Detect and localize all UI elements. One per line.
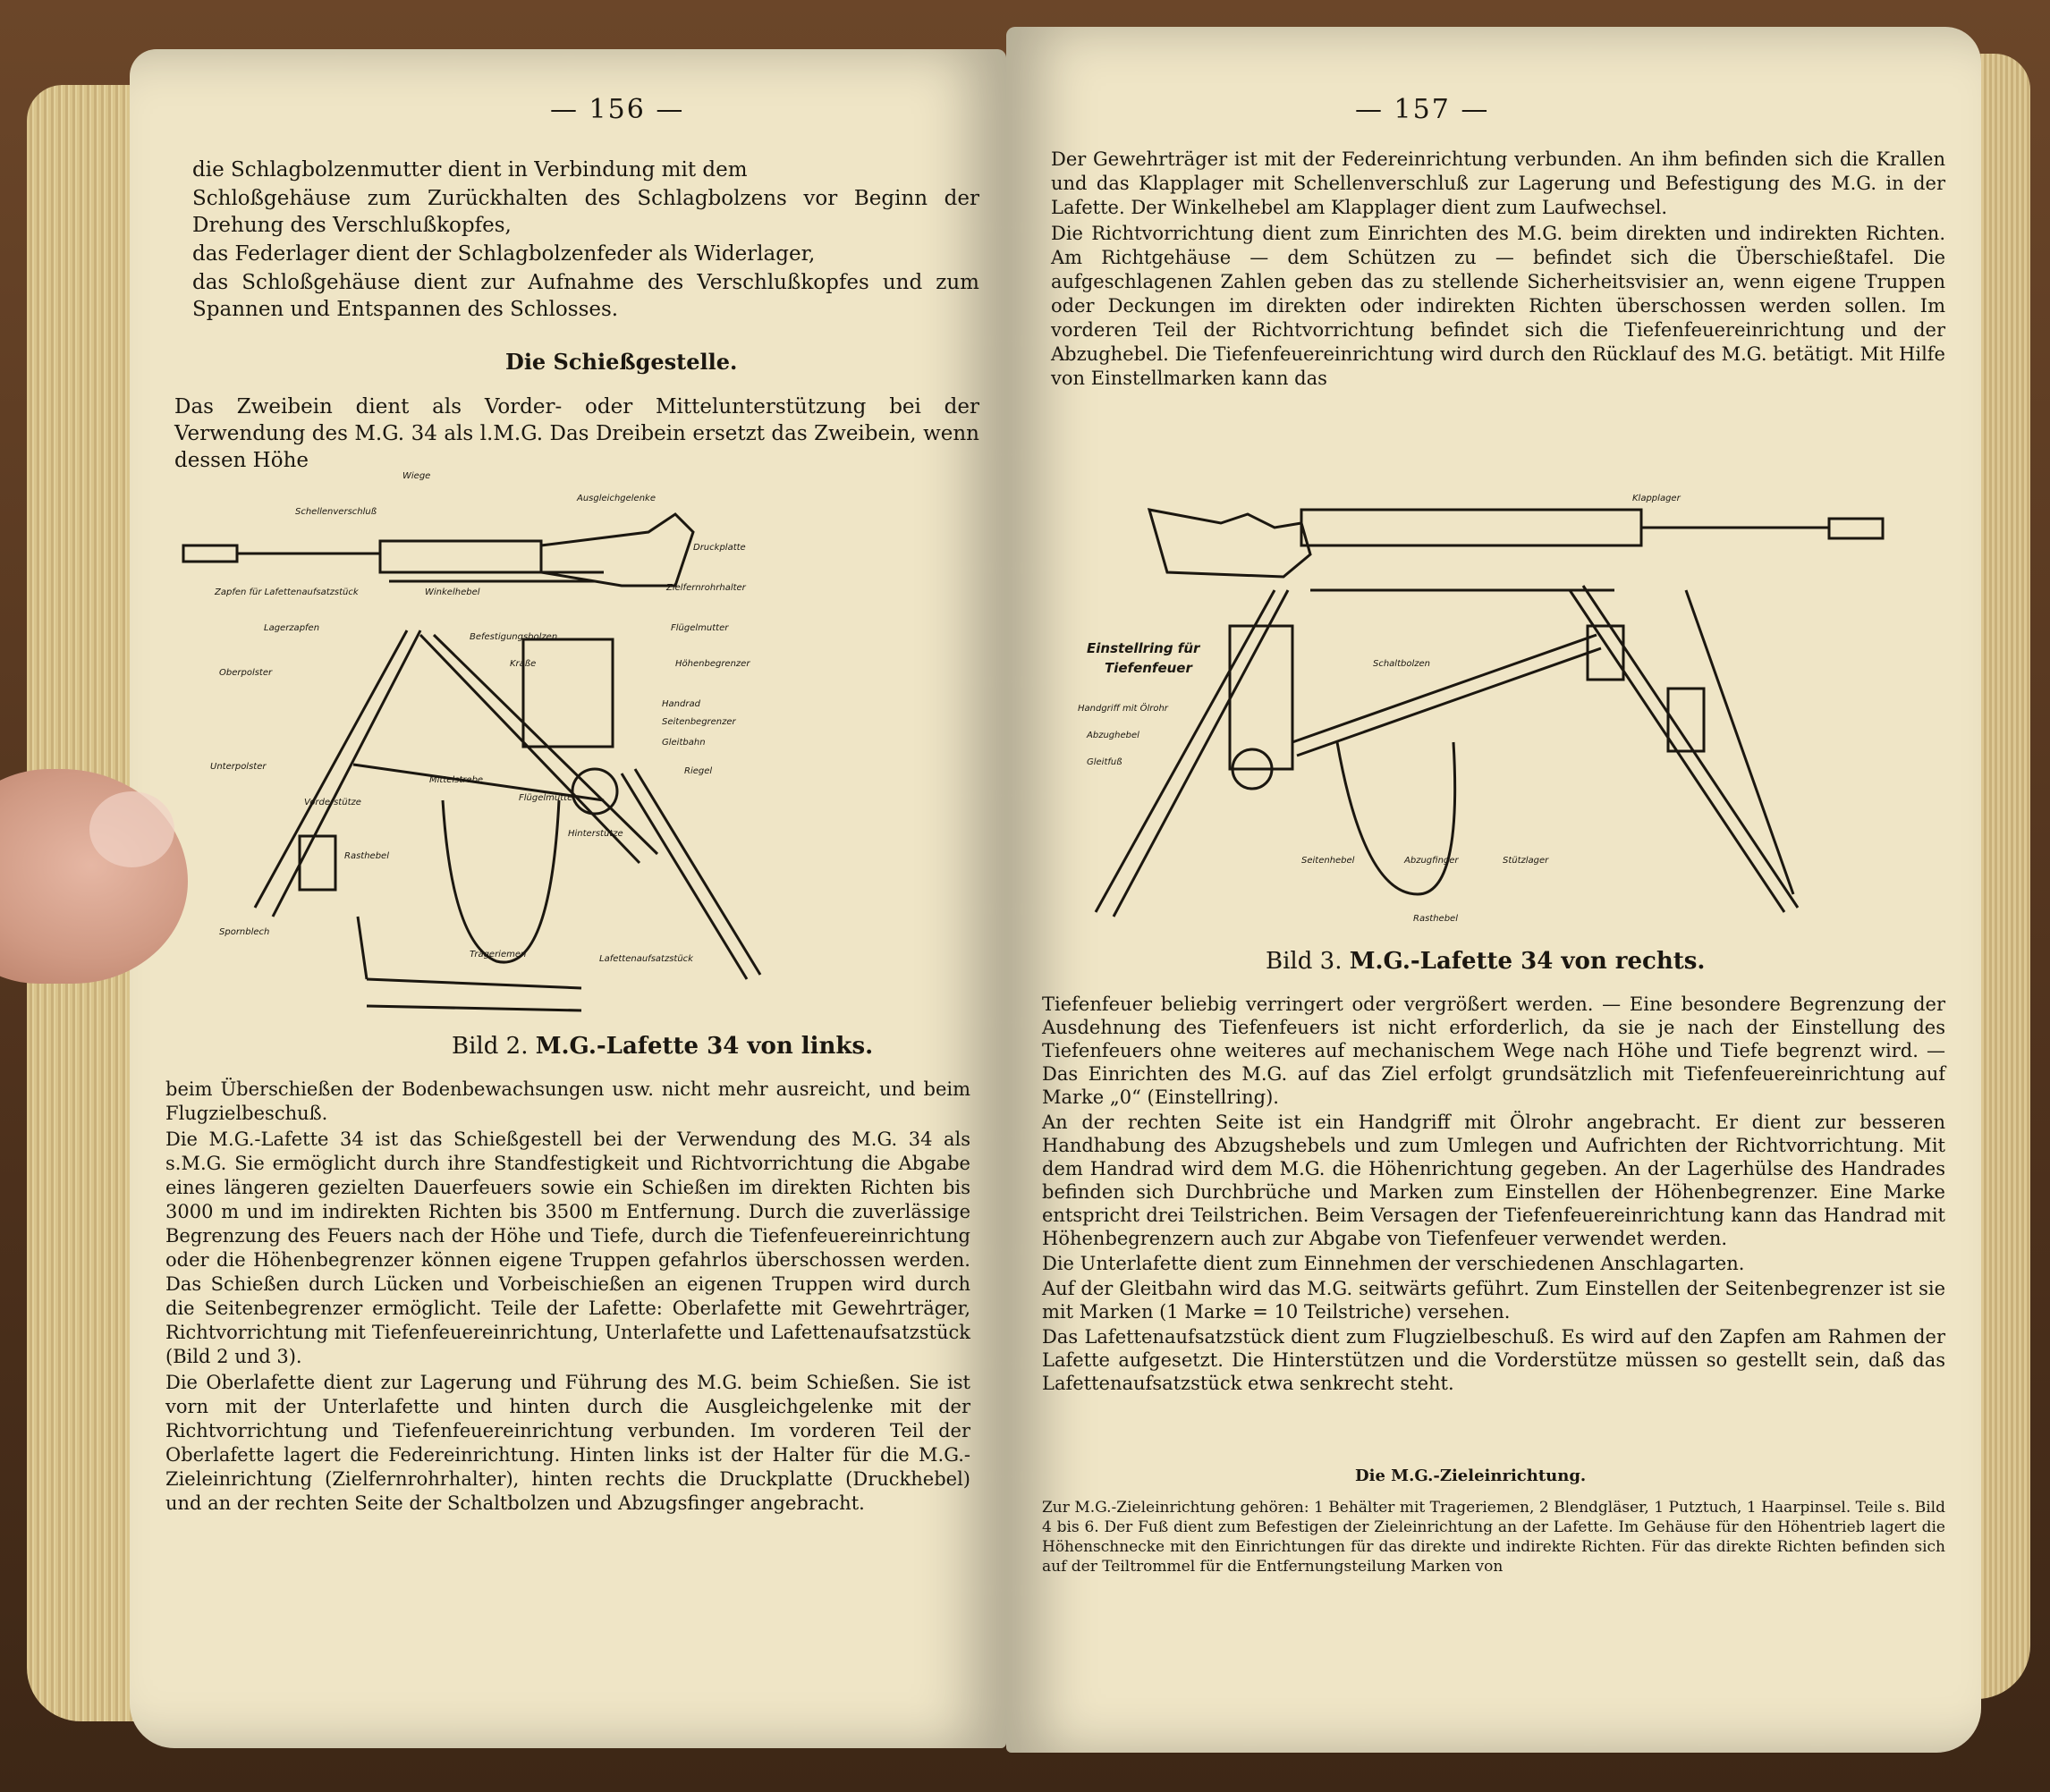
- label-mittelstrebe: Mittelstrebe: [429, 775, 484, 785]
- figure-caption-left: [452, 1033, 873, 1060]
- label-abzughebel: Abzughebel: [1087, 731, 1139, 740]
- label-hinterstuetze: Hinterstütze: [568, 829, 623, 839]
- page-number-right: — 157 —: [1355, 94, 1490, 125]
- right-page: [1006, 27, 1981, 1753]
- label-vorderstuetze: Vorderstütze: [304, 798, 361, 807]
- text-paragraph: Der Gewehrträger ist mit der Federeinrichtung verbunden. An ihm befinden sich die Krallen und das Klapplager mit Schellenverschluß zur Lagerung und Befestigung des M.G. in der Lafette. Der Winkelhebel am Klapplager dient zum Laufwechsel.: [1051, 148, 1945, 218]
- text-paragraph: Auf der Gleitbahn wird das M.G. seitwärts geführt. Zum Einstellen der Seitenbegrenzer ist sie mit Marken (1 Marke = 10 Teilstriche) versehen.: [1042, 1278, 1945, 1323]
- text-line: Das Zweibein dient als Vorder- oder Mittelunterstützung bei der Verwendung des M.G. 34 als l.M.G. Das Dreibein ersetzt das Zweibein, wenn dessen Höhe: [174, 395, 979, 472]
- text-line: das Schloßgehäuse dient zur Aufnahme des Verschlußkopfes und zum Spannen und Entspannen des Schlosses.: [192, 271, 979, 321]
- caption-title: M.G.-Lafette 34 von links.: [535, 1033, 874, 1060]
- text-paragraph: Die Richtvorrichtung dient zum Einrichten des M.G. beim direkten und indirekten Richten. Am Richtgehäuse — dem Schützen zu — befindet sich die Überschießtafel. Die aufgeschlagenen Zahlen geben das zu stellende Sicherheitsvisier an, wenn eigene Truppen oder Deckungen im direkten oder indirekten Richten überschossen werden sollen. Im vorderen Teil der Richtvorrichtung befindet sich die Tiefenfeuereinrichtung und der Abzughebel. Die Tiefenfeuereinrichtung wird durch den Rücklauf des M.G. betätigt. Mit Hilfe von Einstellmarken kann das: [1051, 223, 1945, 389]
- figure-caption-right: [1266, 948, 1705, 975]
- label-druckplatte: Druckplatte: [693, 543, 746, 553]
- label-riegel: Riegel: [684, 766, 713, 776]
- right-body-text: [1042, 993, 1945, 1397]
- label-hoehenbegrenzer: Höhenbegrenzer: [675, 659, 750, 669]
- label-rasthebel: Rasthebel: [344, 851, 389, 861]
- label-klapplager: Klapplager: [1632, 494, 1681, 503]
- left-body-text: [165, 1078, 970, 1517]
- label-oberpolster: Oberpolster: [219, 668, 273, 678]
- text-paragraph: Die Oberlafette dient zur Lagerung und Führung des M.G. beim Schießen. Sie ist vorn mit der Unterlafette und hinten durch die Ausgleichgelenke mit der Richtvorrichtung und Tiefenfeuereinrichtung verbunden. Im vorderen Teil der Oberlafette lagert die Federeinrichtung. Hinten links ist der Halter für die M.G.-Zieleinrichtung (Zielfernrohrhalter), hinten rechts die Druckplatte (Druckhebel) und an der rechten Seite der Schaltbolzen und Abzugsfinger angebracht.: [165, 1372, 970, 1514]
- text-paragraph: Die M.G.-Lafette 34 ist das Schießgestell bei der Verwendung des M.G. 34 als s.M.G. Sie ermöglicht durch ihre Standfestigkeit und Richtvorrichtung die Abgabe eines längeren gezielten Dauerfeuers sowie ein Schießen im direkten Richten bis 3000 m und im indirekten Richten bis 3500 m Entfernung. Durch die zuverlässige Begrenzung des Feuers nach der Höhe und Tiefe, durch die Tiefenfeuereinrichtung oder die Höhenbegrenzer können eigene Truppen gefahrlos überschossen werden. Das Schießen durch Lücken und Vorbeischießen an eigenen Truppen wird durch die Seitenbegrenzer ermöglicht. Teile der Lafette: Oberlafette mit Gewehrträger, Richtvorrichtung mit Tiefenfeuereinrichtung, Unterlafette und Lafettenaufsatzstück (Bild 2 und 3).: [165, 1128, 970, 1367]
- left-top-text: [192, 156, 979, 325]
- text-paragraph: Tiefenfeuer beliebig verringert oder vergrößert werden. — Eine besondere Begrenzung der Ausdehnung des Tiefenfeuers ist nicht erforderlich, da sie je nach der Einstellung des Tiefenfeuers ohne weiteres auf mechanischem Wege nach Höhe und Tiefe begrenzt wird. — Das Einrichten des M.G. auf das Ziel erfolgt grundsätzlich mit Tiefenfeuereinrichtung auf Marke „0“ (Einstellring).: [1042, 993, 1945, 1108]
- label-wiege: Wiege: [402, 471, 431, 481]
- label-abzugfinger: Abzugfinger: [1404, 856, 1459, 866]
- right-small-text: [1042, 1498, 1945, 1576]
- figure-lafette-left-view: [174, 461, 961, 1069]
- label-einstellring: Einstellring für: [1087, 640, 1200, 656]
- mg-lafette-left-drawing: [174, 461, 961, 1069]
- text-line: die Schlagbolzenmutter dient in Verbindung mit dem: [192, 158, 748, 182]
- caption-prefix: Bild 2.: [452, 1033, 529, 1060]
- label-handrad: Handrad: [662, 699, 700, 709]
- label-rasthebel-right: Rasthebel: [1413, 914, 1458, 924]
- label-lagerzapfen: Lagerzapfen: [264, 623, 320, 633]
- label-seitenbegrenzer: Seitenbegrenzer: [662, 717, 736, 727]
- label-spornblech: Spornblech: [219, 927, 270, 937]
- figure-lafette-right-view: [1042, 474, 1945, 939]
- label-gleitfuss: Gleitfuß: [1087, 757, 1122, 767]
- thumbnail: [89, 791, 174, 867]
- caption-prefix: Bild 3.: [1266, 948, 1343, 975]
- label-schellenverschluss: Schellenverschluß: [295, 507, 377, 517]
- sub-heading: Die M.G.-Zieleinrichtung.: [1355, 1467, 1587, 1485]
- section-heading: Die Schießgestelle.: [505, 349, 738, 375]
- label-trageriemen: Trageriemen: [470, 950, 527, 959]
- label-fluegelmutter-2: Flügelmutter: [519, 793, 577, 803]
- label-tiefenfeuer: Tiefenfeuer: [1105, 660, 1192, 676]
- page-number-left: — 156 —: [550, 94, 685, 125]
- left-page: [130, 49, 1006, 1748]
- text-paragraph: Zur M.G.-Zieleinrichtung gehören: 1 Behälter mit Trageriemen, 2 Blendgläser, 1 Putztuch, 1 Haarpinsel. Teile s. Bild 4 bis 6. Der Fuß dient zum Befestigen der Zieleinrichtung an der Lafette. Im Gehäuse für den Höhentrieb lagert die Höhenschnecke mit den Einrichtungen für das direkte und indirekte Richten. Für das direkte Richten befinden sich auf der Teiltrommel für die Entfernungsteilung Marken von: [1042, 1499, 1945, 1576]
- caption-title: M.G.-Lafette 34 von rechts.: [1349, 948, 1706, 975]
- label-unterpolster: Unterpolster: [210, 762, 267, 772]
- text-paragraph: Das Lafettenaufsatzstück dient zum Flugzielbeschuß. Es wird auf den Zapfen am Rahmen der Lafette aufgesetzt. Die Hinterstützen und die Vorderstütze müssen so gestellt sein, daß das Lafettenaufsatzstück etwa senkrecht steht.: [1042, 1326, 1945, 1394]
- text-line: das Federlager dient der Schlagbolzenfeder als Widerlager,: [192, 242, 816, 266]
- label-handgriff: Handgriff mit Ölrohr: [1078, 704, 1168, 714]
- label-seitenhebel: Seitenhebel: [1301, 856, 1355, 866]
- label-ausgleichgelenke: Ausgleichgelenke: [577, 494, 656, 503]
- label-fluegelmutter-1: Flügelmutter: [671, 623, 729, 633]
- text-line: Schloßgehäuse zum Zurückhalten des Schlagbolzens vor Beginn der Drehung des Verschlußkopfes,: [192, 187, 979, 237]
- label-lafettenaufsatzstueck: Lafettenaufsatzstück: [599, 954, 693, 964]
- text-paragraph: An der rechten Seite ist ein Handgriff mit Ölrohr angebracht. Er dient zur besseren Handhabung des Abzugshebels und zum Umlegen und Aufrichten der Richtvorrichtung. Mit dem Handrad wird dem M.G. die Höhenrichtung gegeben. An der Lagerhülse des Handrades befinden sich Durchbrüche und Marken zum Einstellen der Höhenbegrenzer. Eine Marke entspricht drei Teilstrichen. Beim Versagen der Tiefenfeuereinrichtung kann das Handrad mit Höhenbegrenzern auch zur Abgabe von Tiefenfeuer verwendet werden.: [1042, 1112, 1945, 1249]
- label-krasse: Kraße: [510, 659, 537, 669]
- label-schaltbolzen: Schaltbolzen: [1373, 659, 1430, 669]
- label-winkelhebel: Winkelhebel: [425, 587, 480, 597]
- text-paragraph: Die Unterlafette dient zum Einnehmen der verschiedenen Anschlagarten.: [1042, 1253, 1745, 1274]
- label-befestigungsbolzen: Befestigungsbolzen: [470, 632, 558, 642]
- label-zapfen: Zapfen für Lafettenaufsatzstück: [215, 587, 359, 597]
- label-stuetzlager: Stützlager: [1503, 856, 1549, 866]
- right-top-text: [1051, 148, 1945, 393]
- text-paragraph: beim Überschießen der Bodenbewachsungen usw. nicht mehr ausreicht, und beim Flugzielbeschuß.: [165, 1078, 970, 1124]
- label-gleitbahn: Gleitbahn: [662, 738, 706, 748]
- mg-lafette-right-drawing: [1042, 474, 1945, 939]
- label-zielfernrohrhalter: Zielfernrohrhalter: [666, 583, 746, 593]
